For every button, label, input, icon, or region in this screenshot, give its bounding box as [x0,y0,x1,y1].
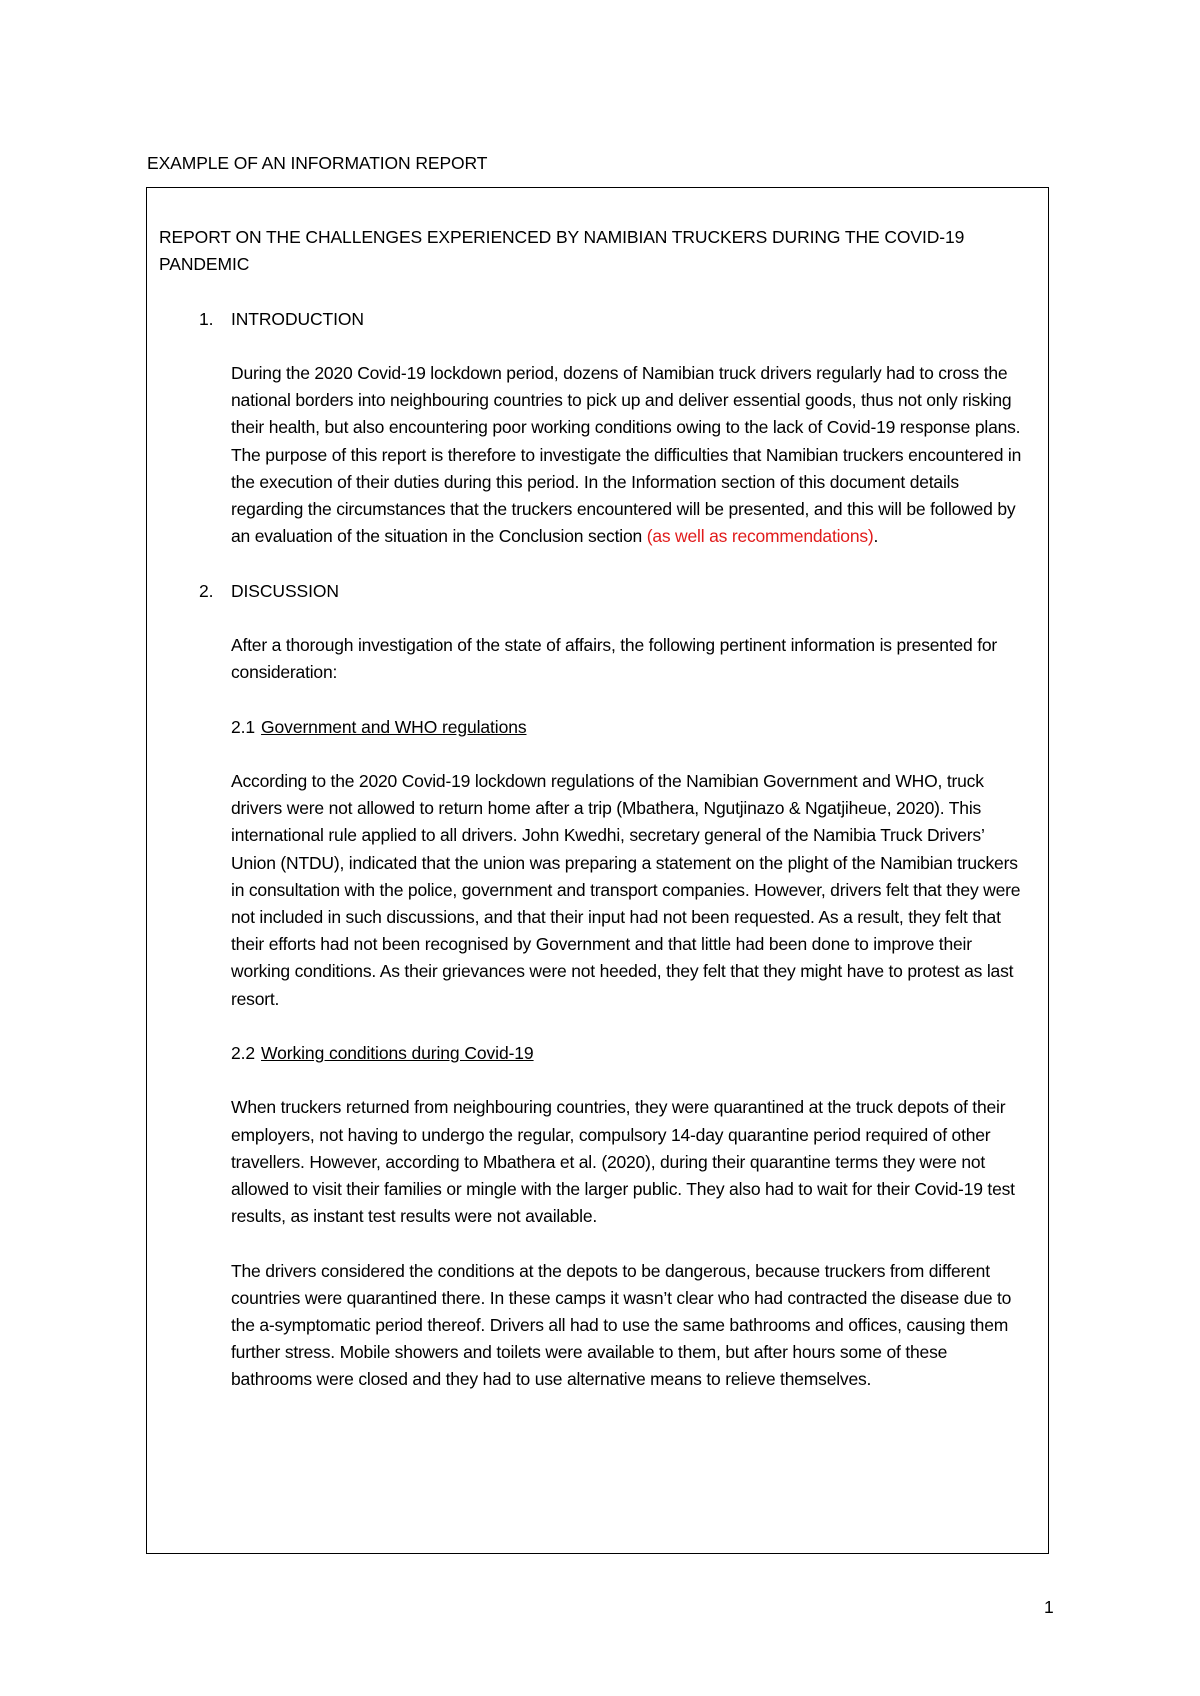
page-number: 1 [1044,1597,1054,1617]
section-number: 1. [199,308,214,329]
section-title: INTRODUCTION [231,308,364,329]
regulations-paragraph: According to the 2020 Covid-19 lockdown regulations of the Namibian Government and WHO, truck drivers were not allowed to return home after a trip (Mbathera, Ngutjinazo & Ngatjiheue, 2020). This international rule applied to all drivers. John Kwedhi, secretary general of the Namibia Truck Drivers’ Union (NTDU), indicated that the union was preparing a statement on the plight of the Namibian truckers in consultation with the police, government and transport companies. However, drivers felt that they were not included in such discussions, and that their input had not been requested. As a result, they felt that their efforts had not been recognised by Government and that little had been done to improve their working conditions. As their grievances were not heeded, they felt that they might have to protest as last resort. [231,770,1021,1009]
subsection-heading-working-conditions [231,1040,1039,1067]
introduction-paragraph [231,360,1031,550]
recommendations-note: (as well as recommendations) [646,526,874,547]
subsection-number: 2.1 [231,716,256,737]
section-heading-discussion [159,578,1039,605]
report-box [146,187,1049,1554]
introduction-text: During the 2020 Covid-19 lockdown period, dozens of Namibian truck drivers regularly had to cross the national borders into neighbouring countries to pick up and deliver essential goods, thus not only risking their health, but also encountering poor working conditions owing to the lack of Covid-19 response plans. The purpose of this report is therefore to investigate the difficulties that Namibian truckers encountered in the execution of their duties during this period. In the Information section of this document details regarding the circumstances that the truckers encountered will be presented, and this will be followed by an evaluation of the situation in the Conclusion section [231,362,1022,547]
working-conditions-paragraph-2: The drivers considered the conditions at the depots to be dangerous, because truckers from different countries were quarantined there. In these camps it wasn’t clear who had contracted the disease due to the a-symptomatic period thereof. Drivers all had to use the same bathrooms and offices, causing them further stress. Mobile showers and toilets were available to them, but after hours some of these bathrooms were closed and they had to use alternative means to relieve themselves. [231,1260,1012,1390]
introduction-end: . [873,526,879,547]
working-conditions-paragraph-1: When truckers returned from neighbouring countries, they were quarantined at the truck depots of their employers, not having to undergo the regular, compulsory 14-day quarantine period required of other travellers. However, according to Mbathera et al. (2020), during their quarantine terms they were not allowed to visit their families or mingle with the larger public. They also had to wait for their Covid-19 test results, as instant test results were not available. [231,1097,1015,1227]
discussion-intro-paragraph: After a thorough investigation of the state of affairs, the following pertinent information is presented for consideration: [231,634,998,683]
page-heading: EXAMPLE OF AN INFORMATION REPORT [147,153,488,173]
report-content [159,224,1039,1394]
subsection-title: Working conditions during Covid-19 [261,1042,534,1063]
report-title: REPORT ON THE CHALLENGES EXPERIENCED BY NAMIBIAN TRUCKERS DURING THE COVID-19 PANDEMIC [159,227,965,275]
subsection-title: Government and WHO regulations [261,716,527,737]
section-heading-introduction [159,306,1039,333]
subsection-number: 2.2 [231,1042,256,1063]
section-title: DISCUSSION [231,580,339,601]
section-number: 2. [199,580,214,601]
subsection-heading-regulations [231,714,1039,741]
